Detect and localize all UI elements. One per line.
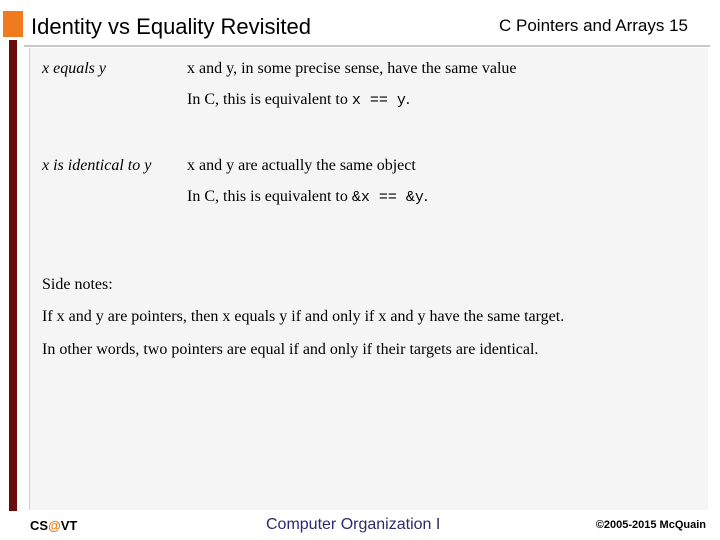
c-code-equals: x == y xyxy=(351,92,406,109)
footer-course-tag xyxy=(30,518,77,533)
footer-at: @ xyxy=(48,518,61,533)
slide-reference: C Pointers and Arrays 15 xyxy=(499,16,688,35)
footer-vt: VT xyxy=(60,518,78,533)
definition-term-identical: x is identical to y xyxy=(42,157,152,174)
definition-text-equals: x and y, in some precise sense, have the same value xyxy=(187,60,517,77)
definition-term-equals: x equals y xyxy=(42,60,106,77)
slide-content xyxy=(29,48,708,510)
left-accent-bar xyxy=(9,40,17,511)
title-accent-square xyxy=(3,11,23,37)
c-prefix: In C, this is equivalent to xyxy=(187,91,352,108)
header-rule xyxy=(24,45,710,47)
c-suffix: . xyxy=(405,91,410,108)
c-code-identical: &x == &y xyxy=(351,189,424,206)
c-prefix: In C, this is equivalent to xyxy=(187,188,352,205)
definition-c-equivalent-identical xyxy=(187,188,428,206)
side-note-line-2: In other words, two pointers are equal if and only if their targets are identical. xyxy=(42,341,539,358)
definition-c-equivalent-equals xyxy=(187,91,410,109)
definition-text-identical: x and y are actually the same object xyxy=(187,157,416,174)
footer-course-name: Computer Organization I xyxy=(266,516,441,533)
side-note-line-1: If x and y are pointers, then x equals y if and only if x and y have the same target. xyxy=(42,308,565,325)
slide-title: Identity vs Equality Revisited xyxy=(31,14,312,39)
c-suffix: . xyxy=(423,188,428,205)
footer-copyright: ©2005-2015 McQuain xyxy=(595,519,706,531)
side-notes-heading: Side notes: xyxy=(42,276,113,293)
footer-cs: CS xyxy=(30,518,49,533)
